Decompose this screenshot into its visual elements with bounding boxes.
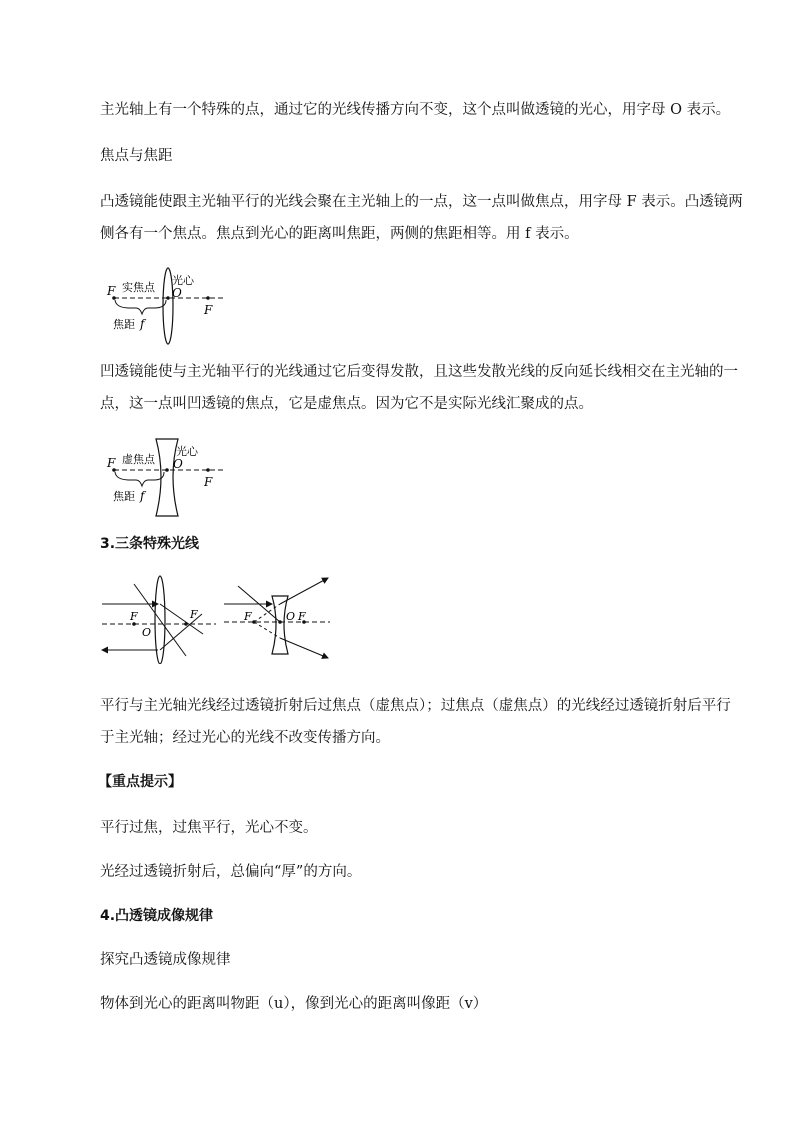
concave-focus-line-1: 凹透镜能使与主光轴平行的光线通过它后变得发散，且这些发散光线的反向延长线相交在主光轴的一 bbox=[100, 364, 738, 380]
concave-o-label: O bbox=[286, 610, 296, 623]
focus-point-right bbox=[206, 468, 210, 472]
optical-center-label: 光心 bbox=[176, 445, 198, 458]
optical-center-point bbox=[165, 468, 169, 472]
optical-center-label: 光心 bbox=[172, 274, 194, 287]
convex-focus-line-1: 凸透镜能使跟主光轴平行的光线会聚在主光轴上的一点，这一点叫做焦点，用字母 F 表示。凸透镜两 bbox=[100, 194, 743, 210]
virtual-focus-label: 虚焦点 bbox=[122, 453, 155, 466]
center-ray-out bbox=[280, 638, 328, 658]
focus-heading: 焦点与焦距 bbox=[100, 148, 173, 164]
optical-center-point bbox=[166, 296, 170, 300]
optical-center-paragraph: 主光轴上有一个特殊的点，通过它的光线传播方向不变，这个点叫做透镜的光心，用字母 O 表示。 bbox=[100, 102, 731, 118]
focus-right-label: F bbox=[204, 303, 213, 317]
concave-f-left-label: F bbox=[244, 610, 252, 623]
focus-left-label: F bbox=[107, 284, 116, 298]
o-label: O bbox=[173, 457, 183, 471]
concave-focus-left bbox=[252, 620, 256, 624]
concave-center bbox=[278, 620, 282, 624]
three-rays-heading: 3.三条特殊光线 bbox=[100, 536, 200, 552]
convex-f-left-label: F bbox=[130, 610, 138, 623]
convex-rays-group bbox=[102, 576, 216, 664]
distances-text: 物体到光心的距离叫物距（u），像到光心的距离叫像距（v） bbox=[100, 996, 488, 1012]
focal-length-brace bbox=[115, 300, 166, 314]
o-label: O bbox=[172, 286, 182, 300]
diverging-ray-out bbox=[280, 578, 328, 604]
rays-rule-line-1: 平行与主光轴光线经过透镜折射后过焦点（虚焦点）；过焦点（虚焦点）的光线经过透镜折射后平行 bbox=[100, 698, 731, 714]
tip-1: 平行过焦，过焦平行，光心不变。 bbox=[100, 820, 318, 836]
three-special-rays-diagram bbox=[98, 572, 338, 664]
imaging-heading: 4.凸透镜成像规律 bbox=[100, 908, 214, 924]
focal-length-label: 焦距 bbox=[113, 490, 135, 503]
focus-right-label: F bbox=[204, 475, 213, 489]
concave-lens bbox=[156, 439, 178, 516]
concave-rays-group bbox=[224, 578, 330, 658]
convex-focus-right bbox=[184, 622, 188, 626]
f-label: f bbox=[140, 489, 145, 503]
concave-focus-line-2: 点，这一点叫凹透镜的焦点，它是虚焦点。因为它不是实际光线汇聚成的点。 bbox=[100, 396, 593, 412]
convex-o-label: O bbox=[142, 626, 152, 639]
rays-rule-line-2: 于主光轴；经过光心的光线不改变传播方向。 bbox=[100, 730, 390, 746]
convex-focus-line-2: 侧各有一个焦点。焦点到光心的距离叫焦距，两侧的焦距相等。用 f 表示。 bbox=[100, 226, 579, 242]
focal-length-label: 焦距 bbox=[113, 318, 135, 331]
convex-lens-focus-diagram bbox=[100, 266, 240, 348]
tip-2: 光经过透镜折射后，总偏向“厚”的方向。 bbox=[100, 864, 362, 880]
concave-lens bbox=[272, 596, 288, 654]
focus-left-label: F bbox=[107, 456, 116, 470]
f-label: f bbox=[140, 317, 145, 331]
concave-lens-focus-diagram bbox=[100, 436, 240, 520]
real-focus-label: 实焦点 bbox=[122, 281, 155, 294]
focus-point-right bbox=[206, 296, 210, 300]
focal-length-brace bbox=[115, 472, 164, 486]
explore-text: 探究凸透镜成像规律 bbox=[100, 952, 231, 968]
concave-f-right-label: F bbox=[298, 610, 306, 623]
key-tip-heading: 【重点提示】 bbox=[98, 774, 182, 790]
convex-f-right-label: F bbox=[190, 608, 198, 621]
